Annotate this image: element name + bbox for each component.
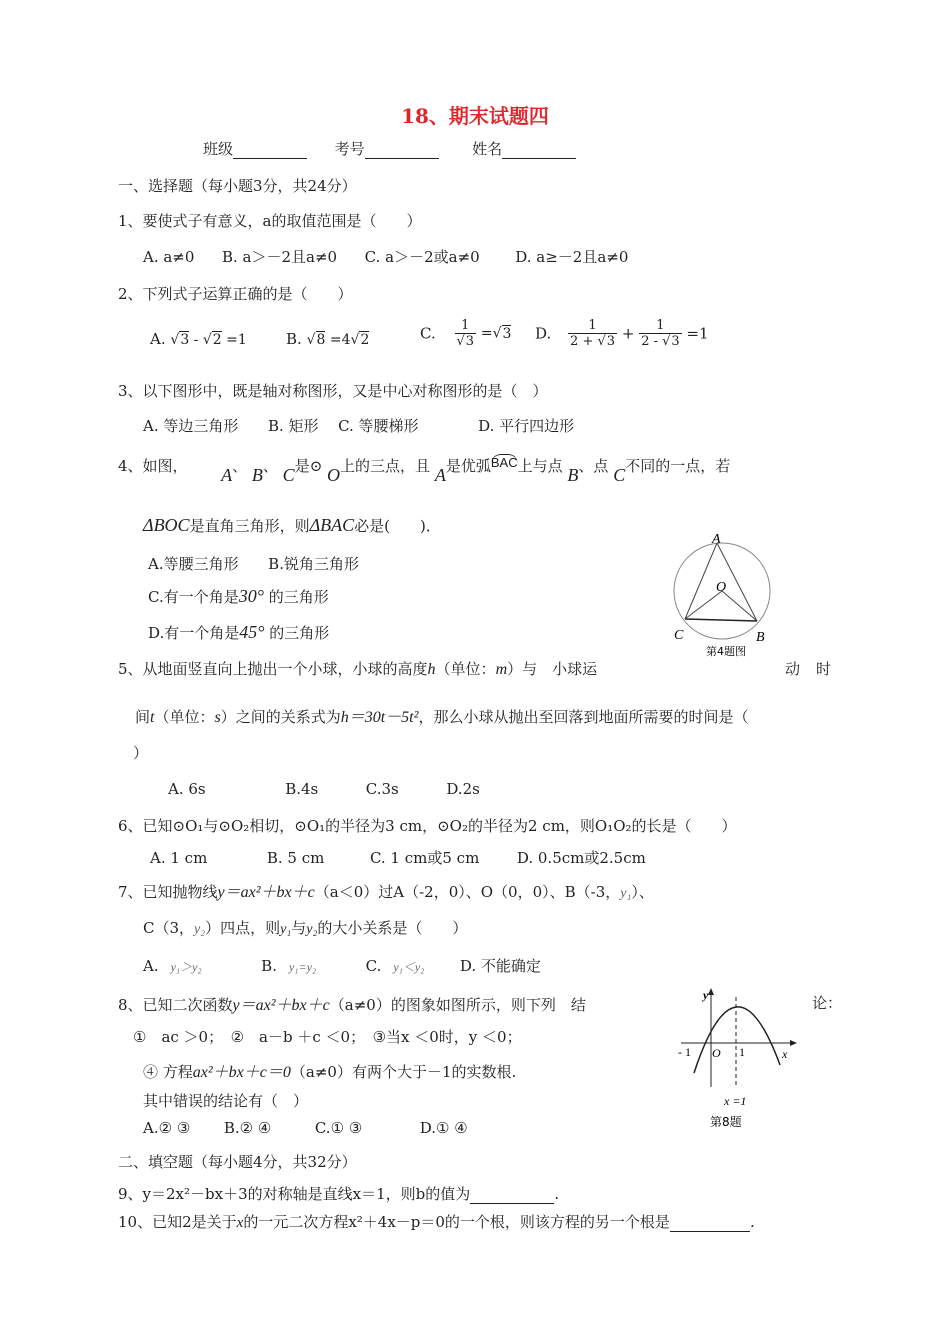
q8-label-minus1: - 1 — [678, 1045, 691, 1059]
q3-option-d[interactable]: D. 平行四边形 — [478, 417, 575, 435]
q3-option-a[interactable]: A. 等边三角形 — [143, 417, 239, 435]
q8-line3: ④ 方程ax²＋bx＋c＝0（a≠0）有两个大于－1的实数根. — [143, 1063, 517, 1081]
section-2-heading: 二、填空题（每小题4分，共32分） — [118, 1153, 357, 1171]
q7-option-a[interactable]: A. y₁＞y₂ — [143, 957, 202, 975]
q8-label-1: 1 — [739, 1045, 745, 1059]
q3-stem: 3、以下图形中，既是轴对称图形，又是中心对称图形的是（ ） — [118, 382, 548, 400]
q4-line2: ΔBOC是直角三角形，则ΔBAC必是( )． — [143, 515, 441, 535]
q4-line1: 4、如图， A、 B、 C是⊙ O上的三点，且 A是优弧BAC上与点 B、点 C不同的一点，若 — [118, 455, 731, 485]
q4-caption: 第4题图 — [706, 645, 746, 658]
q8-caption: 第8题 — [710, 1115, 742, 1129]
class-blank[interactable] — [233, 144, 307, 159]
q8-label-o: O — [712, 1046, 721, 1060]
q5-line3: ） — [133, 744, 149, 762]
q10: 10、已知2是关于x的一元二次方程x²＋4x－p＝0的一个根，则该方程的另一个根是 . — [118, 1213, 755, 1231]
q6-options — [150, 847, 646, 868]
q6-option-d[interactable]: D. 0.5cm或2.5cm — [516, 849, 646, 867]
q7-option-c[interactable]: C. y₁＜y₂ — [365, 957, 425, 975]
q4-label-c: C — [674, 628, 684, 643]
q8-option-d[interactable]: D.① ④ — [419, 1119, 468, 1137]
q7-line2: C（3，y₂）四点，则y₁与y₂的大小关系是（ ） — [143, 919, 468, 937]
q8-options — [143, 1119, 468, 1137]
q8-label-x: x — [782, 1047, 788, 1061]
q4-point-c: C — [282, 465, 295, 485]
q1-option-d[interactable]: D. a≥－2且a≠0 — [515, 248, 629, 266]
q4-arc-bac: BAC — [490, 455, 518, 470]
name-label: 姓名 — [472, 140, 503, 158]
q1-option-b[interactable]: B. a＞－2且a≠0 — [222, 248, 338, 266]
q5-options — [168, 780, 480, 798]
q4-seg-cb — [685, 619, 757, 621]
q8-option-b[interactable]: B.② ④ — [223, 1119, 272, 1137]
q7-line1: 7、已知抛物线y＝ax²＋bx＋c（a＜0）过A（-2，0）、O（0，0）、B（-3，y₁）、 — [118, 883, 654, 901]
q7-option-b[interactable]: B. y₁=y₂ — [261, 957, 317, 975]
q6-option-a[interactable]: A. 1 cm — [150, 849, 208, 867]
q4-options-ab — [148, 553, 359, 574]
q10-answer-blank[interactable] — [670, 1217, 750, 1232]
q8-line2: ① ac ＞0； ② a－b ＋c ＜0； ③当x ＜0时，y ＜0； — [133, 1028, 522, 1046]
q4-figure — [660, 525, 790, 660]
q8-parabola — [694, 1007, 780, 1073]
q4-label-b: B — [756, 630, 765, 645]
q5-option-c[interactable]: C.3s — [365, 780, 399, 798]
q3-options — [143, 415, 574, 436]
q2-stem: 2、下列式子运算正确的是（ ） — [118, 285, 353, 303]
q9-answer-blank[interactable] — [470, 1189, 554, 1204]
q8-option-c[interactable]: C.① ③ — [314, 1119, 363, 1137]
q2-option-b[interactable]: B. √8 =4√2 — [286, 330, 370, 348]
class-label: 班级 — [203, 140, 234, 158]
exam-no-label: 考号 — [334, 140, 365, 158]
q8-option-a[interactable]: A.② ③ — [143, 1119, 191, 1137]
q6-option-b[interactable]: B. 5 cm — [266, 849, 325, 867]
q4-label-a: A — [712, 532, 721, 547]
q8-figure — [676, 985, 806, 1135]
q5-option-a[interactable]: A. 6s — [168, 780, 206, 798]
section-1-heading: 一、选择题（每小题3分，共24分） — [118, 177, 357, 195]
q4-seg-ac — [685, 543, 717, 619]
exam-no-blank[interactable] — [365, 144, 439, 159]
q4-point-b: B — [251, 465, 263, 485]
q2-option-d[interactable]: D. $\frac{1}{2 + √3}$ + $\frac{1}{2 - √3}$ =1 — [535, 318, 709, 349]
q5-line2: 间t（单位：s）之间的关系式为h＝30t－5t²，那么小球从抛出至回落到地面所需要的时间是（ — [135, 708, 749, 726]
q6-stem: 6、已知⊙O₁与⊙O₂相切，⊙O₁的半径为3 cm，⊙O₂的半径为2 cm，则O₁O₂的长是（ ） — [118, 817, 737, 835]
q8-line1: 8、已知二次函数y＝ax²＋bx＋c（a≠0）的图象如图所示，则下列 结 — [118, 996, 586, 1014]
q4-option-d[interactable]: D.有一个角是45° 的三角形 — [148, 622, 330, 642]
q8-label-axis: x =1 — [724, 1094, 747, 1108]
q3-option-b[interactable]: B. 矩形 — [267, 417, 319, 435]
q4-option-b[interactable]: B.锐角三角形 — [268, 555, 359, 573]
q2-option-a[interactable]: A. √3 - √2 =1 — [150, 330, 247, 348]
q7-option-d[interactable]: D. 不能确定 — [459, 957, 541, 975]
q5-line1: 5、从地面竖直向上抛出一个小球，小球的高度h（单位：m）与 小球运 — [118, 660, 598, 678]
q6-option-c[interactable]: C. 1 cm或5 cm — [369, 849, 480, 867]
q1-option-a[interactable]: A. a≠0 — [143, 248, 195, 266]
page-title: 18、期末试题四 — [401, 104, 549, 128]
q4-seg-ob — [722, 591, 757, 621]
q5-option-d[interactable]: D.2s — [446, 780, 480, 798]
q9: 9、y＝2x²－bx＋3的对称轴是直线x＝1，则b的值为 . — [118, 1185, 560, 1203]
q1-options — [143, 246, 628, 267]
q4-option-c[interactable]: C.有一个角是30° 的三角形 — [148, 586, 329, 606]
q4-label-o: O — [716, 580, 727, 595]
q4-point-a: A — [221, 465, 233, 485]
q8-line4: 其中错误的结论有（ ） — [143, 1092, 309, 1110]
q5-option-b[interactable]: B.4s — [285, 780, 319, 798]
q5-line1-tail: 动 时 — [785, 660, 832, 678]
q1-stem: 1、要使式子有意义，a的取值范围是（ ） — [118, 212, 422, 230]
q8-label-y: y — [703, 988, 709, 1002]
header-line — [203, 138, 576, 159]
q7-options — [143, 955, 541, 976]
q3-option-c[interactable]: C. 等腰梯形 — [338, 417, 419, 435]
q1-option-c[interactable]: C. a＞－2或a≠0 — [364, 248, 480, 266]
q2-option-c[interactable]: C. $\frac{1}{√3}$ =√3 — [420, 318, 512, 349]
q4-option-a[interactable]: A.等腰三角形 — [148, 555, 239, 573]
q8-line1-tail: 论： — [812, 994, 843, 1012]
name-blank[interactable] — [502, 144, 576, 159]
